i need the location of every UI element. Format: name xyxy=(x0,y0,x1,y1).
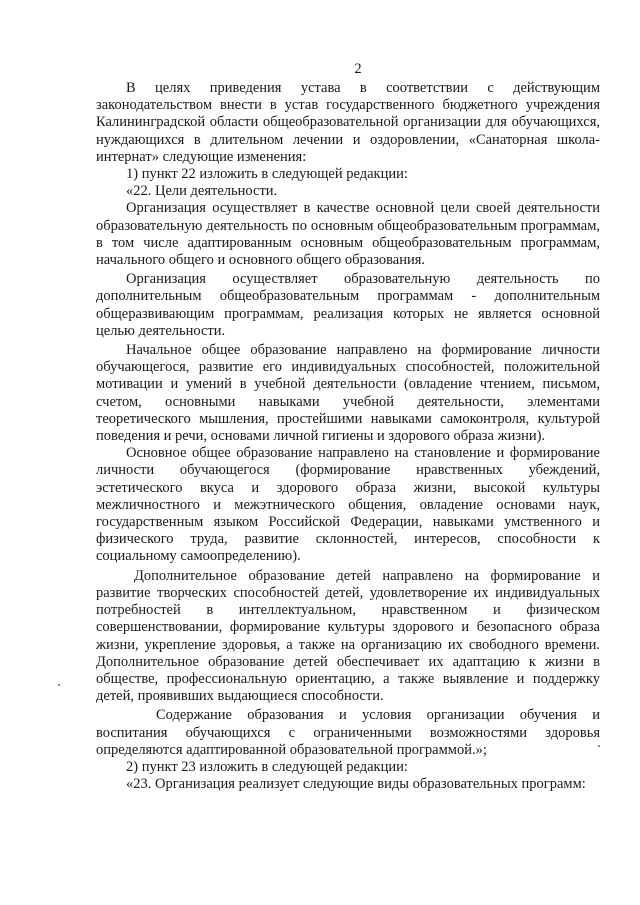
paragraph-heading-22: «22. Цели деятельности. xyxy=(126,183,278,200)
paragraph-intro: В целях приведения устава в соответствии с действующим законодательством внести в устав государственного бюджетного учреждения Калининградской области общеобразовательной организации для обучающихся, нуждающихся в длительном лечении и оздоровлении, «Санаторная школа-интернат» следующие изменения: xyxy=(96,80,600,165)
scan-speck xyxy=(598,745,600,747)
paragraph-main-goal: Организация осуществляет в качестве основной цели своей деятельности образовательную деятельность по основным общеобразовательным программам, в том числе адаптированным основным общеобразовательным программам, начального общего и основного общего образования. xyxy=(96,200,600,269)
paragraph-item-2: 2) пункт 23 изложить в следующей редакции: xyxy=(126,758,408,775)
paragraph-basic-education: Основное общее образование направлено на становление и формирование личности обучающегося (формирование нравственных убеждений, эстетического вкуса и здорового образа жизни, высокой культуры межличностного и межэтнического общения, овладение основами наук, государственным языком Российской Федерации, навыками умственного и физического труда, развитие склонностей, интересов, способности к социальному самоопределению). xyxy=(96,445,600,565)
paragraph-additional-education: Дополнительное образование детей направлено на формирование и развитие творческих способностей детей, удовлетворение их индивидуальных потребностей в интеллектуальном, нравственном и физическом совершенствовании, формирование культуры здорового и безопасного образа жизни, укрепление здоровья, а также на организацию их свободного времени. Дополнительное образование детей обеспечивает их адаптацию к жизни в обществе, профессиональную ориентацию, а также выявление и поддержку детей, проявивших выдающиеся способности. xyxy=(96,567,600,705)
document-body xyxy=(96,80,600,793)
scan-speck xyxy=(58,684,60,686)
paragraph-heading-23: «23. Организация реализует следующие виды образовательных программ: xyxy=(126,776,586,793)
paragraph-primary-education: Начальное общее образование направлено на формирование личности обучающегося, развитие его индивидуальных способностей, положительной мотивации и умений в учебной деятельности (овладение чтением, письмом, счетом, основными навыками учебной деятельности, элементами теоретического мышления, простейшими навыками самоконтроля, культурой поведения и речи, основами личной гигиены и здорового образа жизни). xyxy=(96,342,600,445)
paragraph-item-1: 1) пункт 22 изложить в следующей редакции: xyxy=(126,166,408,183)
paragraph-additional-programs: Организация осуществляет образовательную деятельность по дополнительным общеобразовательным программам - дополнительным общеразвивающим программам, реализация которых не является основной целью деятельности. xyxy=(96,271,600,339)
paragraph-content-conditions: Содержание образования и условия организации обучения и воспитания обучающихся с ограниченными возможностями здоровья определяются адаптированной образовательной программой.»; xyxy=(96,707,600,758)
page-number: 2 xyxy=(354,61,362,77)
